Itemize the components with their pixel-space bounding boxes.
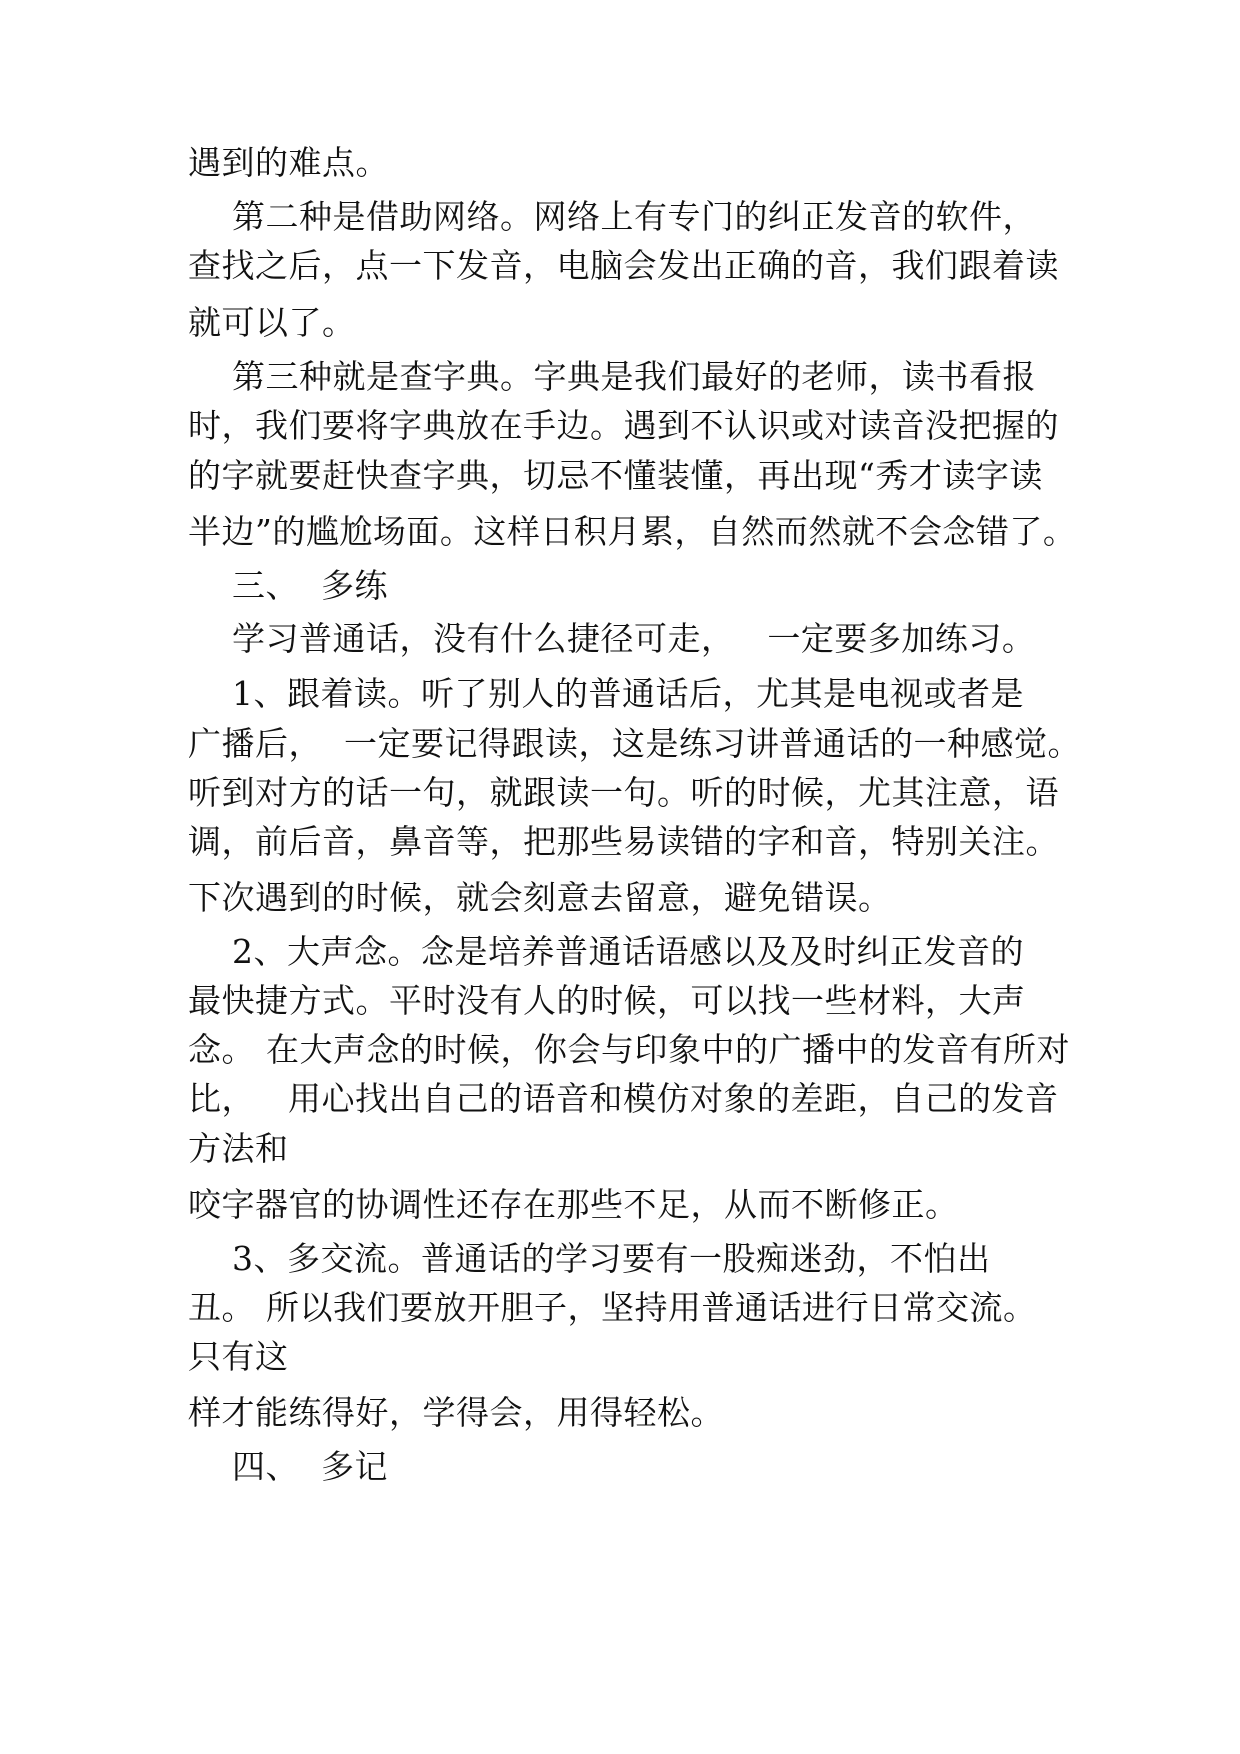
text-line: 样才能练得好，学得会，用得轻松。	[188, 1393, 724, 1432]
text-line: 的字就要赶快查字典，切忌不懂装懂，再出现“秀才读字读	[188, 456, 1043, 495]
text-line: 调，前后音，鼻音等，把那些易读错的字和音，特别关注。	[188, 822, 1059, 861]
text-line: 下次遇到的时候，就会刻意去留意，避免错误。	[188, 878, 892, 917]
text-line: 咬字器官的协调性还存在那些不足，从而不断修正。	[188, 1185, 959, 1224]
text-line: 3、多交流。普通话的学习要有一股痴迷劲，不怕出	[188, 1239, 991, 1278]
text-line: 遇到的难点。	[188, 143, 389, 182]
text-line: 比， 用心找出自己的语音和模仿对象的差距，自己的发音	[188, 1079, 1059, 1118]
text-line: 第二种是借助网络。网络上有专门的纠正发音的软件，	[188, 197, 1036, 236]
text-line: 丑。 所以我们要放开胆子，坚持用普通话进行日常交流。	[188, 1288, 1037, 1327]
text-line: 时，我们要将字典放在手边。遇到不认识或对读音没把握的	[188, 406, 1059, 445]
section-heading: 三、 多练	[188, 566, 388, 605]
text-line: 方法和	[188, 1129, 289, 1168]
text-line: 半边”的尴尬场面。这样日积月累，自然而然就不会念错了。	[188, 512, 1077, 551]
text-line: 就可以了。	[188, 303, 356, 342]
text-line: 念。 在大声念的时候，你会与印象中的广播中的发音有所对	[188, 1030, 1070, 1069]
text-line: 听到对方的话一句，就跟读一句。听的时候，尤其注意，语	[188, 773, 1059, 812]
text-line: 最快捷方式。平时没有人的时候，可以找一些材料，大声	[188, 981, 1026, 1020]
text-line: 2、大声念。念是培养普通话语感以及及时纠正发音的	[188, 932, 1024, 971]
text-line: 广播后， 一定要记得跟读，这是练习讲普通话的一种感觉。	[188, 724, 1081, 763]
section-heading: 四、 多记	[188, 1447, 388, 1486]
text-line: 查找之后，点一下发音，电脑会发出正确的音，我们跟着读	[188, 246, 1059, 285]
text-line: 学习普通话，没有什么捷径可走， 一定要多加练习。	[188, 619, 1036, 658]
text-line: 1、跟着读。听了别人的普通话后，尤其是电视或者是	[188, 674, 1024, 713]
text-line: 第三种就是查字典。字典是我们最好的老师，读书看报	[188, 357, 1036, 396]
text-line: 只有这	[188, 1337, 289, 1376]
